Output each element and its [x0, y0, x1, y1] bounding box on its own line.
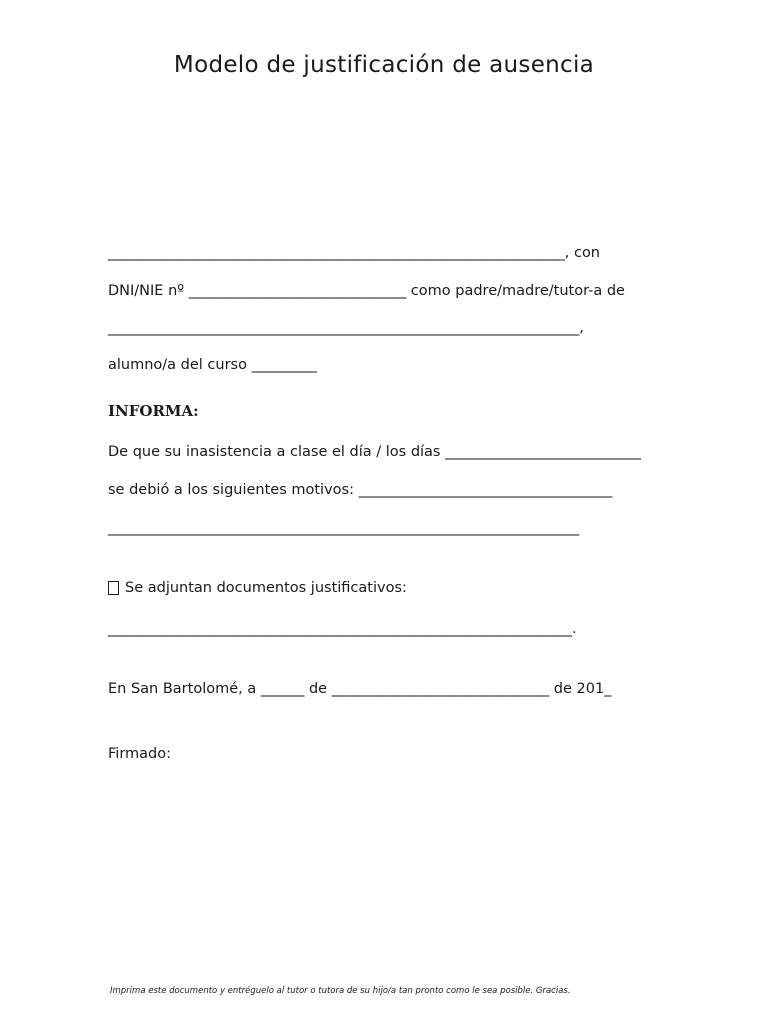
- footer-note: Imprima este documento y entréguelo al tutor o tutora de su hijo/a tan pronto como le sea posible. Gracias.: [110, 986, 571, 996]
- reasons-line: se debió a los siguientes motivos: ___________________________________: [108, 482, 613, 498]
- documents-attached-row: [108, 580, 407, 596]
- dni-line: DNI/NIE nº ______________________________ como padre/madre/tutor-a de: [108, 283, 625, 299]
- documents-line: ________________________________________________________________.: [108, 621, 577, 637]
- signature-label: Firmado:: [108, 746, 171, 762]
- course-line: alumno/a del curso _________: [108, 357, 317, 373]
- documents-checkbox[interactable]: [108, 581, 119, 595]
- documents-checkbox-label: Se adjuntan documentos justificativos:: [125, 580, 407, 596]
- student-name-line: _________________________________________________________________,: [108, 320, 584, 336]
- absence-days-line: De que su inasistencia a clase el día / los días ___________________________: [108, 444, 641, 460]
- parent-name-line: _______________________________________________________________, con: [108, 245, 601, 261]
- reasons-continuation-line: _________________________________________________________________: [108, 520, 580, 536]
- document-title: Modelo de justificación de ausencia: [173, 52, 595, 78]
- informa-heading: INFORMA:: [108, 402, 199, 420]
- place-date-line: En San Bartolomé, a ______ de ______________________________ de 201_: [108, 681, 612, 697]
